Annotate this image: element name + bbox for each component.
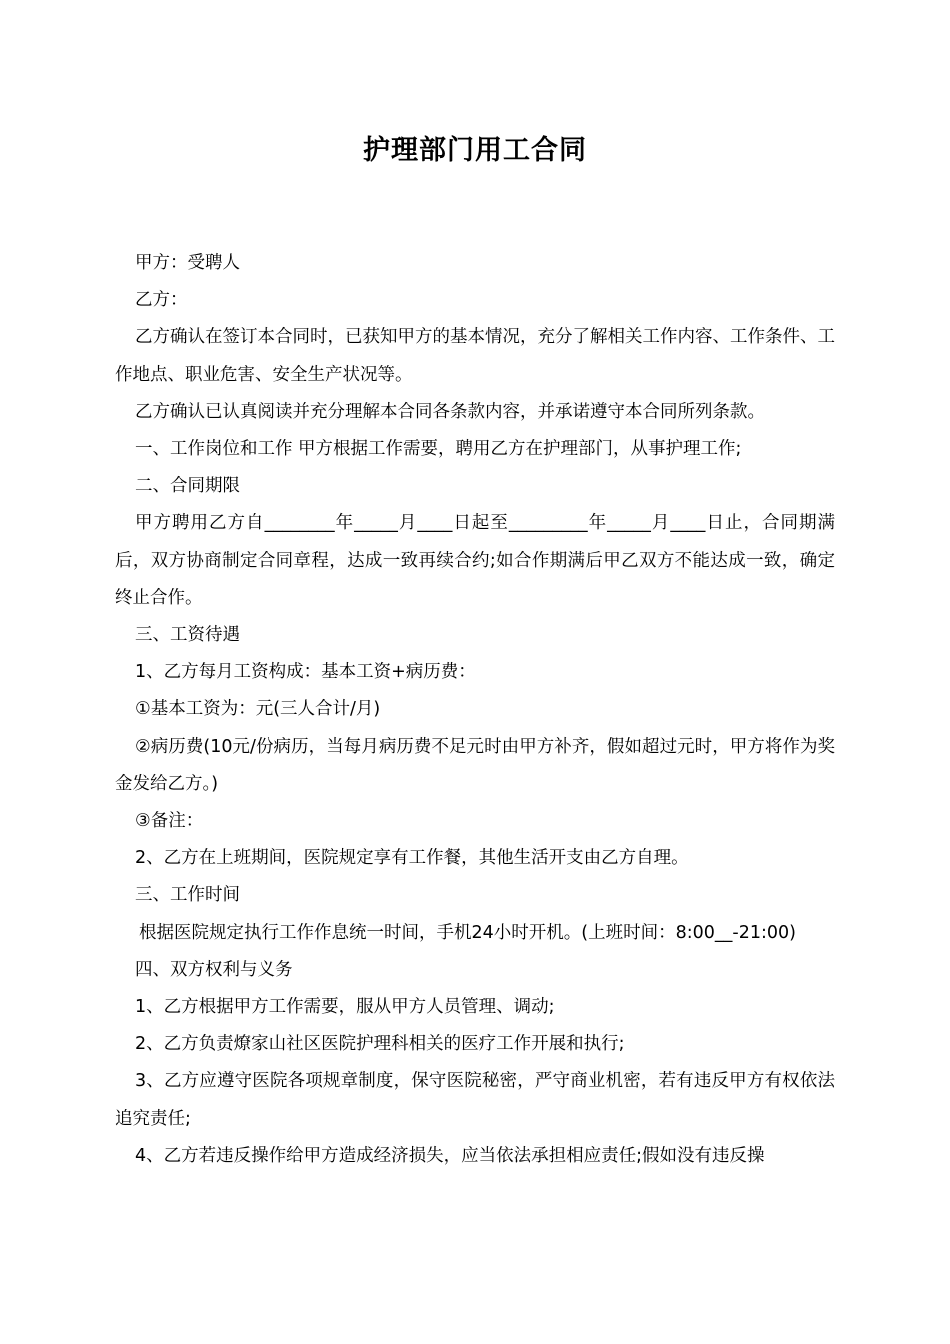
party-b-line: 乙方： <box>135 290 188 311</box>
paragraph: 乙方确认在签订本合同时，已获知甲方的基本情况，充分了解相关工作内容、工作条件、工作地点、职业危害、安全生产状况等。 <box>115 327 835 385</box>
paragraph: 乙方确认已认真阅读并充分理解本合同各条款内容，并承诺遵守本合同所列条款。 <box>135 401 765 422</box>
section-heading: 三、工资待遇 <box>135 625 240 646</box>
list-item: ①基本工资为：元(三人合计/月) <box>135 699 381 720</box>
paragraph: 1、乙方每月工资构成：基本工资+病历费： <box>135 662 476 683</box>
paragraph: 根据医院规定执行工作作息统一时间，手机24小时开机。(上班时间：8:00__-21:00) <box>139 922 796 943</box>
document-body <box>115 245 835 1175</box>
list-item: 3、乙方应遵守医院各项规章制度，保守医院秘密，严守商业机密，若有违反甲方有权依法追究责任; <box>115 1071 835 1129</box>
list-item: 1、乙方根据甲方工作需要，服从甲方人员管理、调动; <box>135 997 555 1018</box>
paragraph: 2、乙方在上班期间，医院规定享有工作餐，其他生活开支由乙方自理。 <box>135 848 689 869</box>
section-heading: 一、工作岗位和工作 甲方根据工作需要，聘用乙方在护理部门，从事护理工作; <box>135 439 742 460</box>
section-heading: 四、双方权利与义务 <box>135 959 293 980</box>
section-heading: 二、合同期限 <box>135 476 240 497</box>
document-title: 护理部门用工合同 <box>363 135 587 166</box>
list-item: 4、乙方若违反操作给甲方造成经济损失，应当依法承担相应责任;假如没有违反操 <box>135 1145 765 1166</box>
list-item: ③备注： <box>135 811 204 832</box>
party-a-line: 甲方：受聘人 <box>135 253 240 273</box>
paragraph: 甲方聘用乙方自________年_____月____日起至_________年_____月____日止，合同期满后，双方协商制定合同章程，达成一致再续合约;如合作期满后甲乙双方不能达成一致，确定终止合作。 <box>115 513 835 608</box>
section-heading: 三、工作时间 <box>135 885 240 906</box>
list-item: 2、乙方负责燎家山社区医院护理科相关的医疗工作开展和执行; <box>135 1034 625 1055</box>
list-item: ②病历费(10元/份病历，当每月病历费不足元时由甲方补齐，假如超过元时，甲方将作为奖金发给乙方。) <box>115 736 835 794</box>
